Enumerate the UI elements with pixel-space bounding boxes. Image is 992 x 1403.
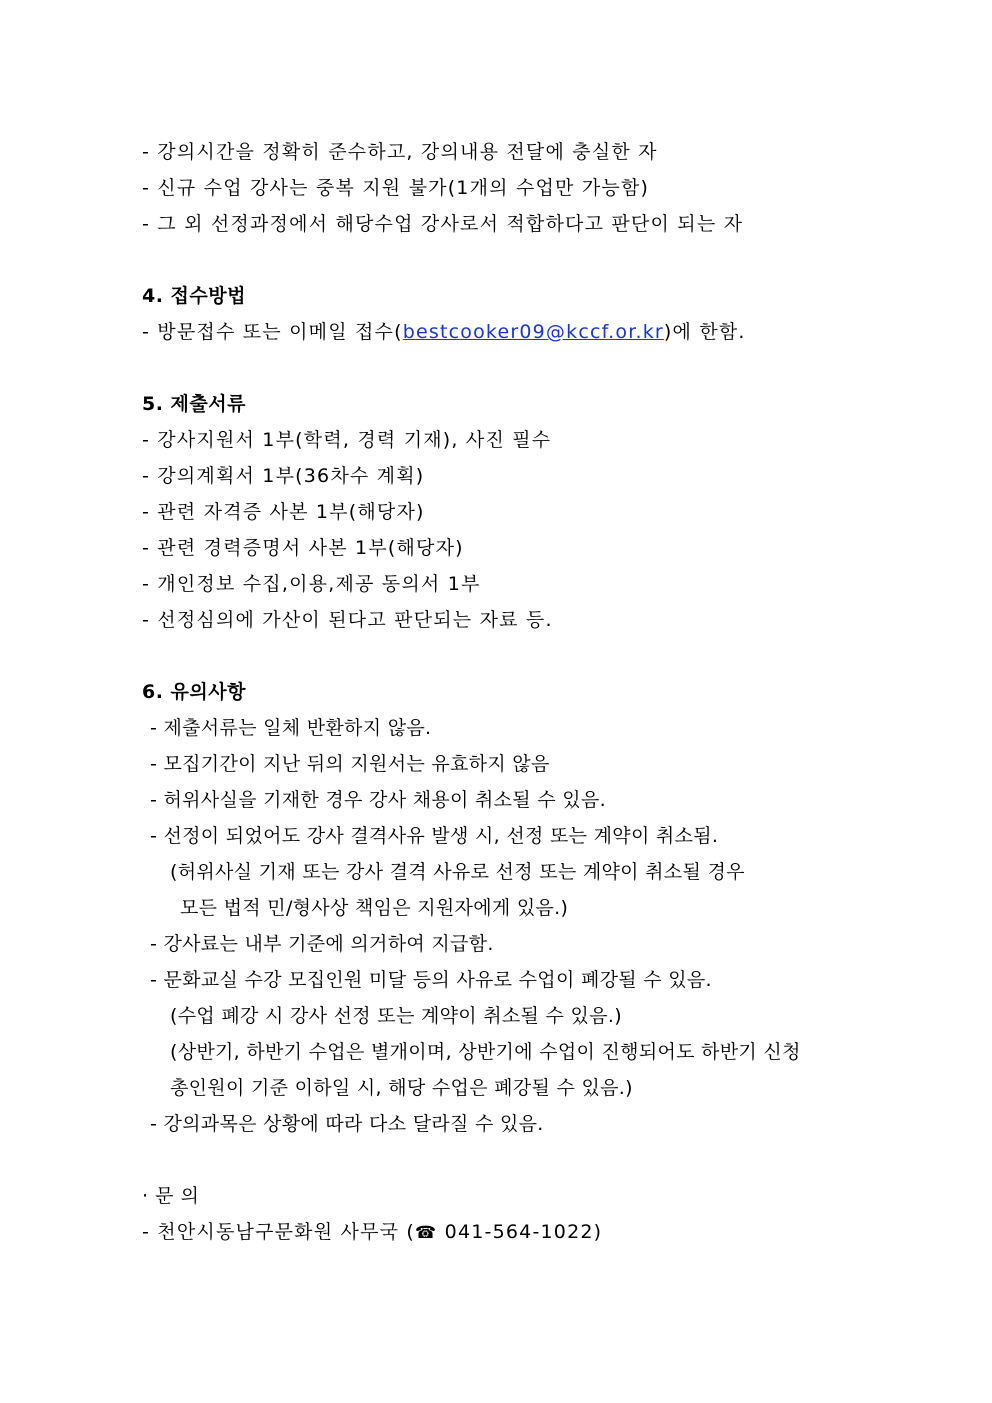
notice-subnote-5: 총인원이 기준 이하일 시, 해당 수업은 폐강될 수 있음.) [170, 1077, 633, 1099]
document-item-4: - 관련 경력증명서 사본 1부(해당자) [142, 537, 464, 559]
notice-item-4: - 선정이 되었어도 강사 결격사유 발생 시, 선정 또는 계약이 취소됨. [150, 825, 719, 847]
section-4-heading: 4. 접수방법 [142, 285, 246, 307]
inquiry-contact-prefix: - 천안시동남구문화원 사무국 ( [142, 1221, 416, 1243]
qualification-line-2: - 신규 수업 강사는 중복 지원 불가(1개의 수업만 가능함) [142, 177, 650, 199]
notice-subnote-1: (허위사실 기재 또는 강사 결격 사유로 선정 또는 계약이 취소될 경우 [170, 861, 745, 883]
document-item-3: - 관련 자격증 사본 1부(해당자) [142, 501, 425, 523]
notice-item-2: - 모집기간이 지난 뒤의 지원서는 유효하지 않음 [150, 753, 550, 775]
document-item-6: - 선정심의에 가산이 된다고 판단되는 자료 등. [142, 609, 553, 631]
notice-item-6: - 문화교실 수강 모집인원 미달 등의 사유로 수업이 폐강될 수 있음. [150, 969, 712, 991]
document-item-1: - 강사지원서 1부(학력, 경력 기재), 사진 필수 [142, 429, 552, 451]
notice-subnote-3: (수업 폐강 시 강사 선정 또는 계약이 취소될 수 있음.) [170, 1005, 622, 1027]
notice-subnote-4: (상반기, 하반기 수업은 별개이며, 상반기에 수업이 진행되어도 하반기 신청 [170, 1041, 801, 1063]
submission-method-prefix: - 방문접수 또는 이메일 접수( [142, 321, 403, 343]
inquiry-phone-number: 041-564-1022) [437, 1221, 603, 1243]
document-item-2: - 강의계획서 1부(36차수 계획) [142, 465, 425, 487]
notice-item-1: - 제출서류는 일체 반환하지 않음. [150, 717, 432, 739]
inquiry-contact-line [142, 1220, 602, 1245]
qualification-line-3: - 그 외 선정과정에서 해당수업 강사로서 적합하다고 판단이 되는 자 [142, 213, 744, 235]
inquiry-heading: · 문 의 [142, 1185, 200, 1207]
email-link[interactable]: bestcooker09@kccf.or.kr [402, 321, 664, 343]
section-6-heading: 6. 유의사항 [142, 681, 246, 703]
submission-method-suffix: )에 한함. [663, 321, 746, 343]
document-item-5: - 개인정보 수집,이용,제공 동의서 1부 [142, 573, 481, 595]
submission-method-line [142, 320, 746, 344]
notice-item-5: - 강사료는 내부 기준에 의거하여 지급함. [150, 933, 494, 955]
telephone-icon: ☎ [415, 1223, 438, 1243]
section-5-heading: 5. 제출서류 [142, 393, 246, 415]
notice-item-7: - 강의과목은 상황에 따라 다소 달라질 수 있음. [150, 1113, 544, 1135]
qualification-line-1: - 강의시간을 정확히 준수하고, 강의내용 전달에 충실한 자 [142, 141, 658, 163]
notice-item-3: - 허위사실을 기재한 경우 강사 채용이 취소될 수 있음. [150, 789, 606, 811]
notice-subnote-2: 모든 법적 민/형사상 책임은 지원자에게 있음.) [180, 897, 569, 919]
